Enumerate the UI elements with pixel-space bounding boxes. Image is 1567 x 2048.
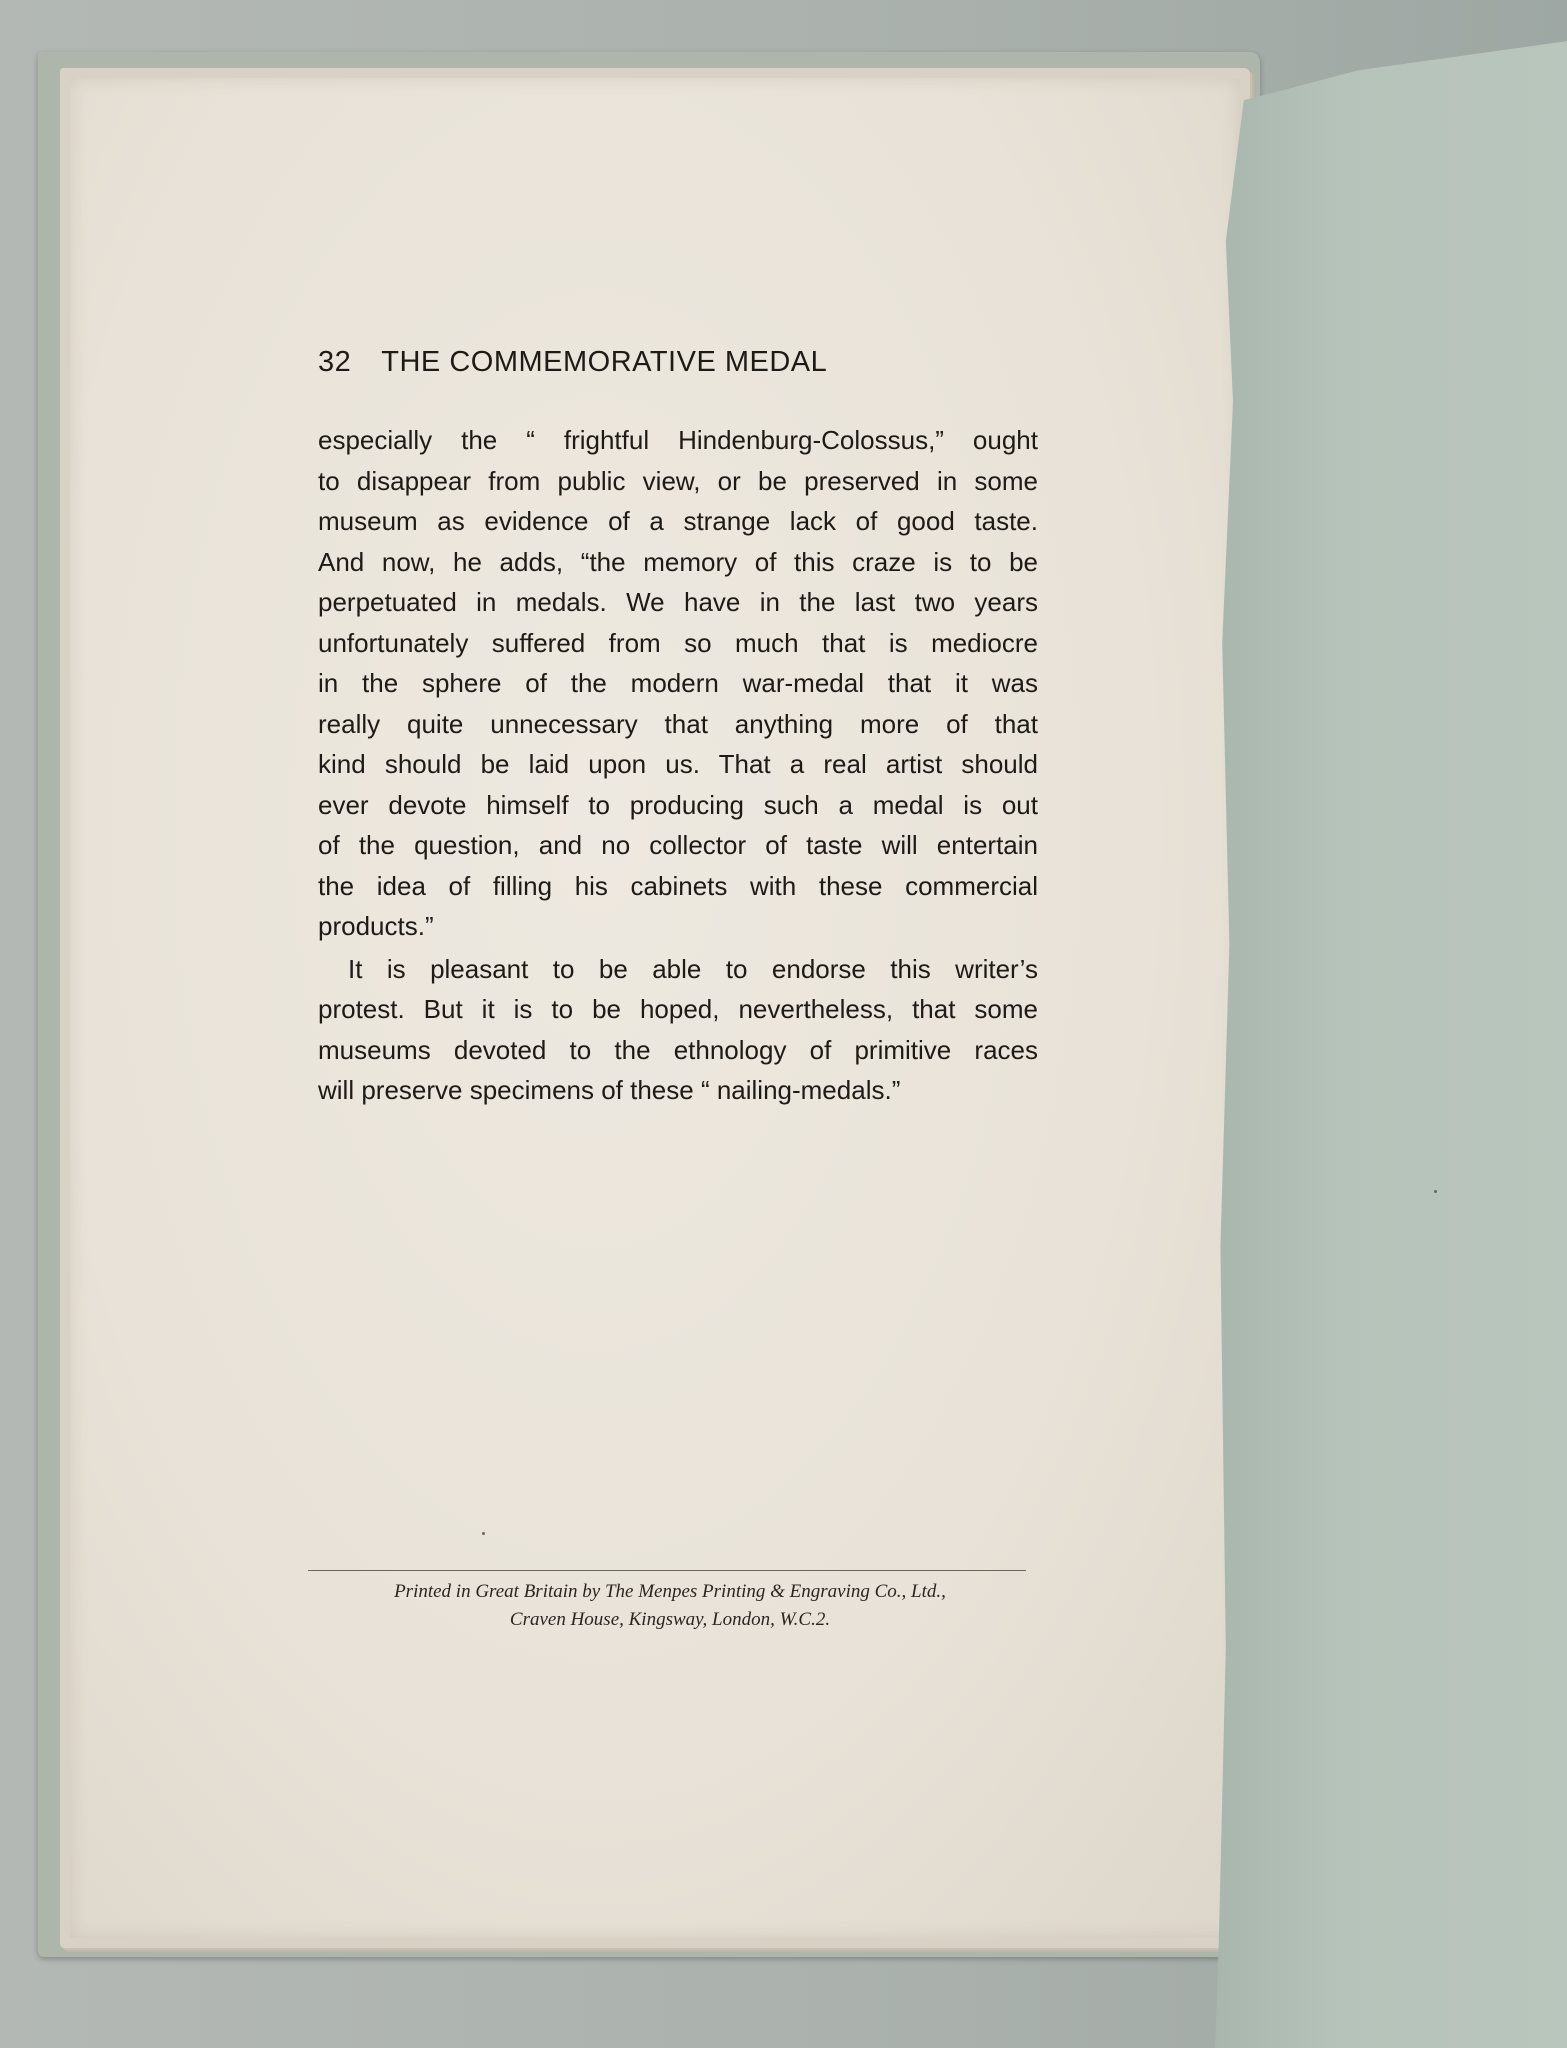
printer-imprint [300,1578,1040,1634]
text-line: museums devoted to the ethnology of primitive races [318,1034,1038,1065]
running-title: THE COMMEMORATIVE MEDAL [381,346,828,378]
running-head [318,346,1038,379]
imprint-line-2: Craven House, Kingsway, London, W.C.2. [509,1609,831,1630]
paper-speck [482,1532,485,1535]
text-line: unfortunately suffered from so much that is mediocre [318,627,1038,658]
text-line: And now, he adds, “the memory of this craze is to be [318,546,1038,577]
text-line: products.” [318,911,434,941]
imprint-rule [308,1570,1026,1571]
text-line: perpetuated in medals. We have in the last two years [318,587,1038,617]
text-line: of the question, and no collector of taste will entertain [318,830,1038,860]
torn-cover-flap [1215,40,1567,2048]
text-line: to disappear from public view, or be preserved in some [318,465,1038,496]
text-line: especially the “ frightful Hindenburg-Colossus,” ought [318,425,1038,455]
text-line: the idea of filling his cabinets with these commercial [318,870,1038,901]
text-line: in the sphere of the modern war-medal that it was [318,668,1038,698]
text-line: It is pleasant to be able to endorse this writer’s [348,953,1038,984]
text-line: ever devote himself to producing such a medal is out [318,789,1038,820]
text-line: museum as evidence of a strange lack of good taste. [318,506,1038,536]
body-text [318,420,1038,1111]
text-line: protest. But it is to be hoped, nevertheless, that some [318,994,1038,1024]
page-number: 32 [318,346,352,378]
paper-speck [1434,1190,1437,1193]
text-line: will preserve specimens of these “ nailing-medals.” [318,1075,901,1105]
text-line: really quite unnecessary that anything more of that [318,708,1038,739]
imprint-line-1: Printed in Great Britain by The Menpes Printing & Engraving Co., Ltd., [394,1581,946,1602]
text-line: kind should be laid upon us. That a real artist should [318,749,1038,779]
